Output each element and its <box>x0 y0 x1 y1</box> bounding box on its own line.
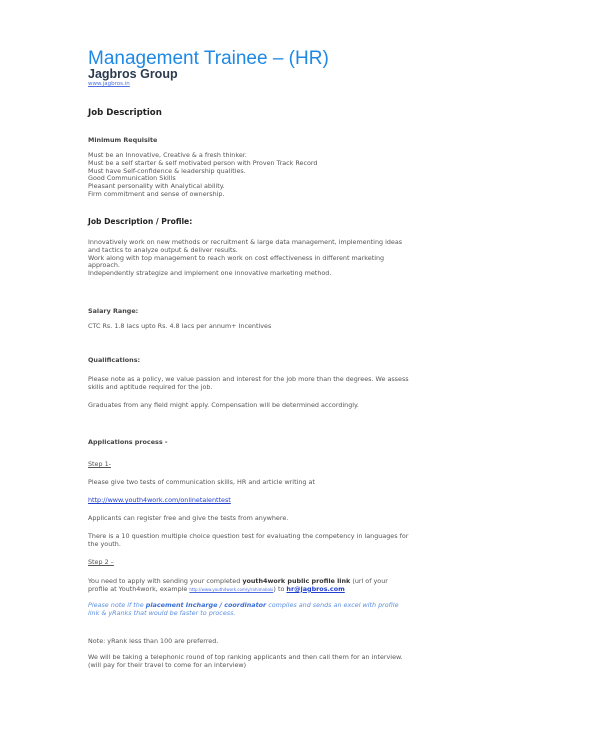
salary-text: CTC Rs. 1.8 lacs upto Rs. 4.8 lacs per annum+ Incentives <box>88 322 272 330</box>
qualifications-text: Please note as a policy, we value passion and interest for the job more than the degrees. We assess skills and aptitude required for the job. <box>88 375 409 391</box>
bold-text: placement Incharge / coordinator <box>145 601 267 609</box>
website-link[interactable]: www.jagbros.in <box>88 81 130 87</box>
text: You need to apply with sending your completed <box>88 577 243 585</box>
list-item: Innovatively work on new methods or recruitment & large data management, implementing ideas and tactics to analyze output & deliver results. <box>88 238 403 254</box>
list-item: Must be an Innovative, Creative & a fresh thinker. <box>88 151 247 159</box>
step1-text-2: Applicants can register free and give the tests from anywhere. <box>88 514 289 522</box>
placement-note <box>88 602 410 618</box>
text: (url of your profile at Youth4work, example <box>88 577 388 593</box>
profile-list <box>88 239 410 278</box>
closing-text: We will be taking a telephonic round of top ranking applicants and then call them for an interview. (will pay for their travel to come for an interview) <box>88 653 403 669</box>
step2-label: Step 2 – <box>88 558 114 566</box>
requisites-list <box>88 152 410 199</box>
text: ) to <box>273 584 287 593</box>
qualifications-text-2: Graduates from any field might apply. Compensation will be determined accordingly. <box>88 401 359 409</box>
bold-text: youth4work public profile link <box>242 577 351 585</box>
list-item: Pleasant personality with Analytical ability. <box>88 182 225 191</box>
salary-heading: Salary Range: <box>88 307 139 315</box>
yrank-note: Note: yRank less than 100 are preferred. <box>88 637 219 645</box>
list-item: Independently strategize and implement one innovative marketing method. <box>88 269 332 278</box>
step1-label: Step 1- <box>88 460 111 468</box>
step1-text: Please give two tests of communication skills, HR and article writing at <box>88 478 315 486</box>
job-description-heading: Job Description <box>88 108 162 118</box>
minimum-requisite-heading: Minimum Requisite <box>88 136 158 144</box>
list-item: Good Communication Skills <box>88 174 176 183</box>
list-item: Firm commitment and sense of ownership. <box>88 189 225 198</box>
test-link[interactable]: http://www.youth4work.com/onlinetalenttest <box>88 496 231 504</box>
email-link[interactable]: hr@jagbros.com <box>286 584 345 593</box>
company-name: Jagbros Group <box>88 67 178 81</box>
list-item: Must be a self starter & self motivated person with Proven Track Record <box>88 158 318 167</box>
step1-text-3: There is a 10 question multiple choice question test for evaluating the competency in languages for the youth. <box>88 532 409 548</box>
step2-text <box>88 578 410 594</box>
text: Please note if the <box>88 601 146 609</box>
page-title: Management Trainee – (HR) <box>88 48 329 69</box>
applications-heading: Applications process - <box>88 438 168 446</box>
example-link[interactable]: http://www.youth4work.com/y/rahimabaki <box>189 586 274 592</box>
qualifications-heading: Qualifications: <box>88 356 141 364</box>
text: compiles and sends an excel with profile link & yRanks that would be faster to process. <box>88 601 399 617</box>
list-item: Work along with top management to reach work on cost effectiveness in different marketing approach. <box>88 253 385 270</box>
list-item: Must have Self-confidence & leadership qualities. <box>88 166 246 175</box>
profile-heading: Job Description / Profile: <box>88 217 193 226</box>
